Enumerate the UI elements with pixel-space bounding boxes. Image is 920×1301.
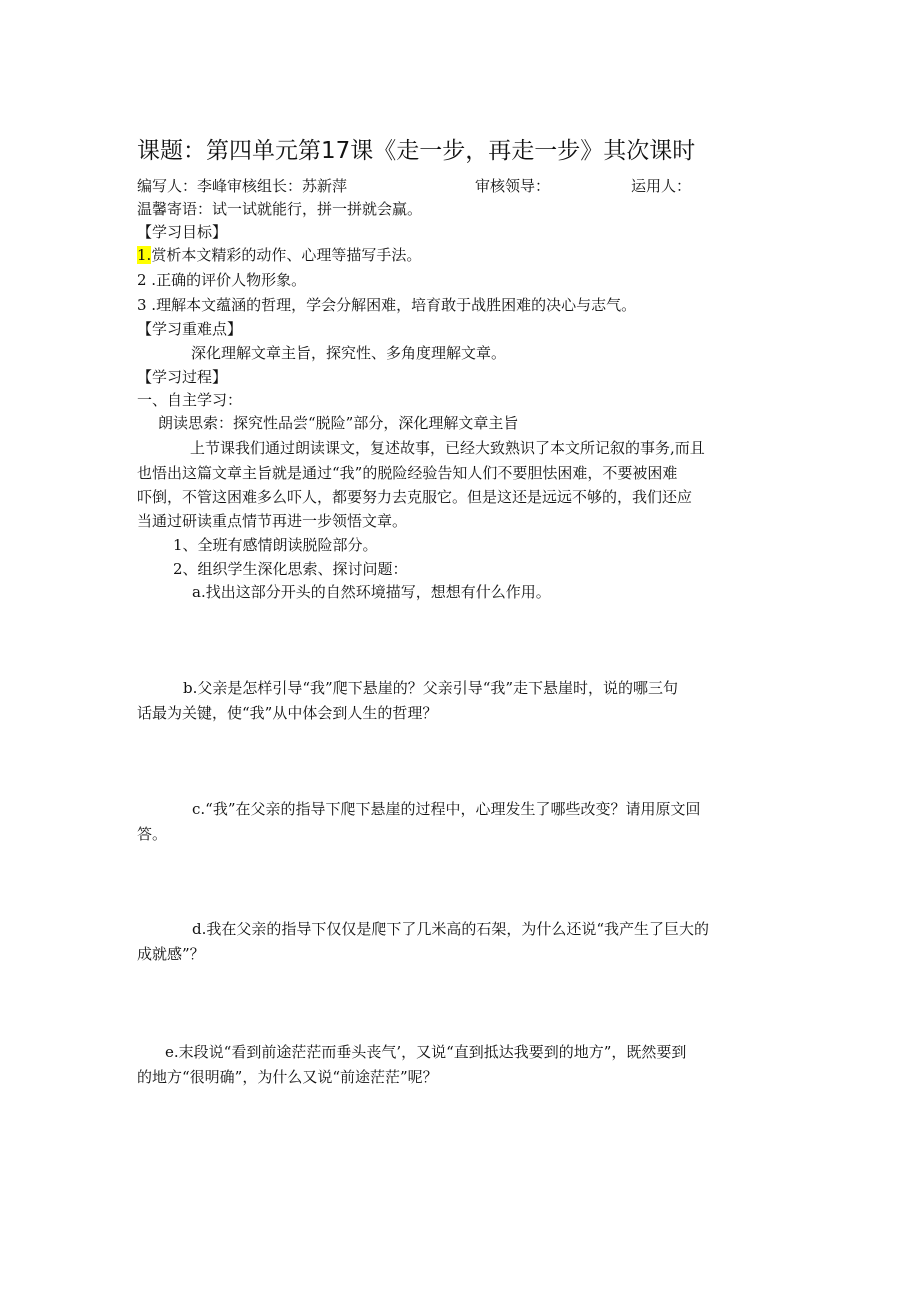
keypoints-heading: 【学习重难点】	[137, 320, 243, 338]
reading-title: 朗读思索：探究性品尝“脱险”部分，深化理解文章主旨	[158, 414, 519, 432]
keypoints-text: 深化理解文章主旨，探究性、多角度理解文章。	[191, 344, 507, 362]
motto: 温馨寄语：试一试就能行，拼一拼就会赢。	[137, 200, 423, 218]
highlighted-number: 1.	[137, 246, 152, 264]
process-heading: 【学习过程】	[137, 368, 228, 386]
intro-line: 也悟出这篇文章主旨就是通过“我”的脱险经验告知人们不要胆怯困难，不要被困难	[137, 464, 678, 482]
meta-line	[137, 175, 837, 197]
question-e-line: 的地方“很明确”，为什么又说“前途茫茫”呢？	[137, 1068, 438, 1086]
objective-item-3: 3 .理解本文蕴涵的哲理，学会分解困难，培育敢于战胜困难的决心与志气。	[137, 296, 637, 314]
page-title: 课题：第四单元第17课《走一步，再走一步》其次课时	[137, 138, 696, 164]
question-d-line: d.我在父亲的指导下仅仅是爬下了几米高的石架，为什么还说“我产生了巨大的	[192, 920, 710, 938]
step-1: 1、全班有感情朗读脱险部分。	[173, 536, 378, 554]
step-2: 2、组织学生深化思索、探讨问题：	[173, 560, 408, 578]
objective-item-2: 2 .正确的评价人物形象。	[137, 271, 307, 289]
question-c-line: 答。	[137, 825, 168, 843]
intro-line: 当通过研读重点情节再进一步领悟文章。	[137, 512, 408, 530]
question-d-line: 成就感”？	[137, 945, 205, 963]
objective-item-1	[137, 244, 421, 266]
objectives-heading: 【学习目标】	[137, 223, 228, 241]
author-label: 编写人：李峰审核组长：苏新萍	[137, 177, 348, 195]
question-e-line: e.末段说“看到前途茫茫而垂头丧气’，又说“直到抵达我要到的地方”，既然要到	[165, 1043, 687, 1061]
intro-line: 吓倒，不管这困难多么吓人，都要努力去克服它。但是这还是远远不够的，我们还应	[137, 488, 693, 506]
section-1-heading: 一、自主学习：	[137, 391, 243, 409]
user-label: 运用人：	[631, 177, 692, 195]
reviewer-label: 审核领导：	[475, 177, 551, 195]
question-b-line: 话最为关键，使“我”从中体会到人生的哲理？	[137, 704, 438, 722]
intro-line: 上节课我们通过朗读课文，复述故事，已经大致熟识了本文所记叙的事务,而且	[190, 439, 705, 457]
question-a: a.找出这部分开头的自然环境描写，想想有什么作用。	[192, 583, 551, 601]
objective-item-1-text: 赏析本文精彩的动作、心理等描写手法。	[151, 246, 422, 264]
question-b-line: b.父亲是怎样引导“我”爬下悬崖的？父亲引导“我”走下悬崖时，说的哪三句	[183, 679, 679, 697]
question-c-line: c.“我”在父亲的指导下爬下悬崖的过程中，心理发生了哪些改变？请用原文回	[192, 800, 701, 818]
